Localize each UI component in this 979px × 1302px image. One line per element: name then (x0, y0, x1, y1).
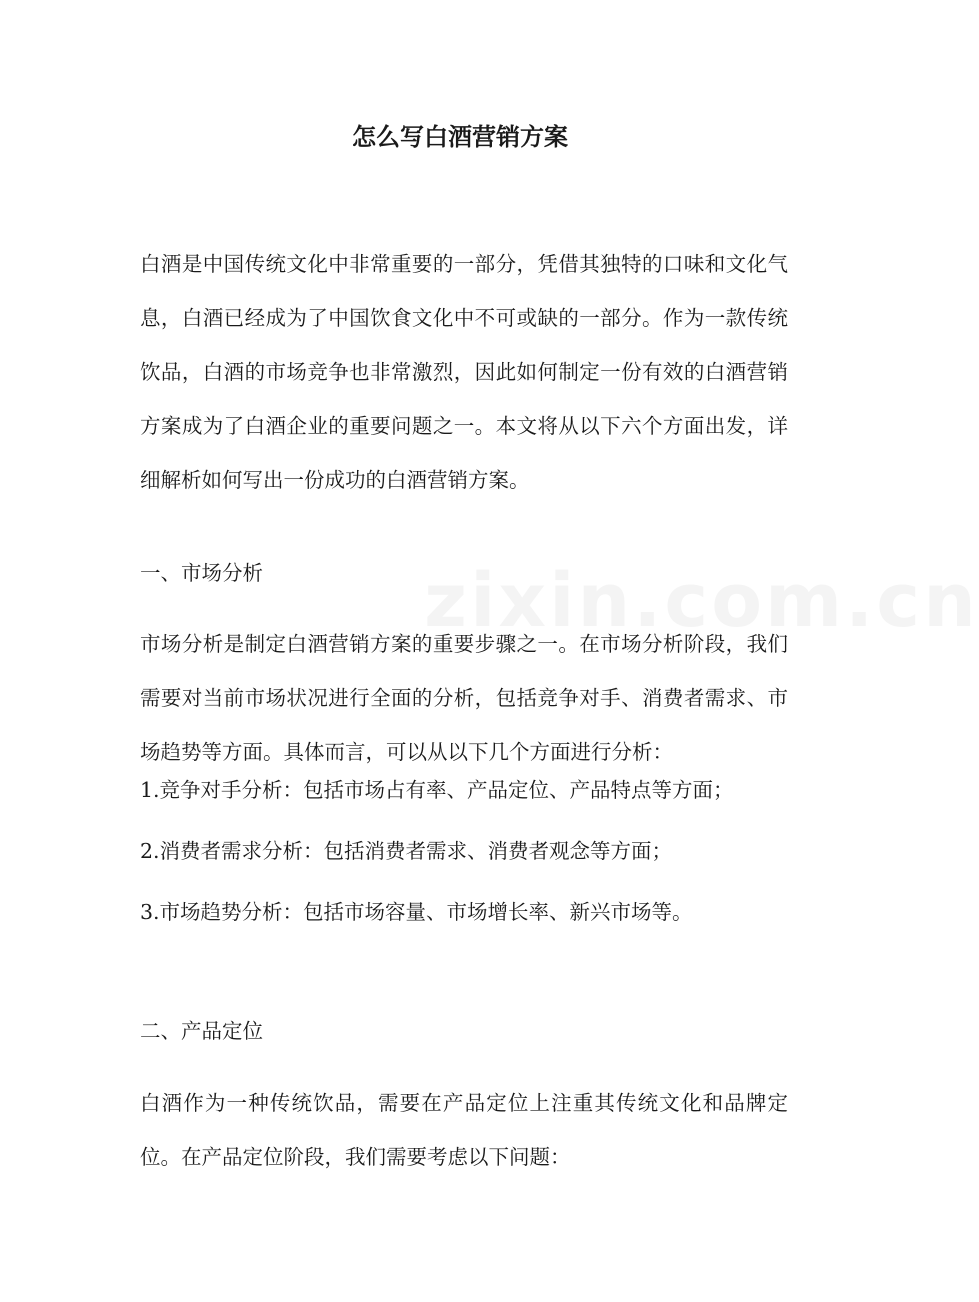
section-paragraph-market-analysis: 市场分析是制定白酒营销方案的重要步骤之一。在市场分析阶段，我们需要对当前市场状况进行全面的分析，包括竞争对手、消费者需求、市场趋势等方面。具体而言，可以从以下几个方面进行分析： (140, 632, 788, 764)
section-heading-market-analysis: 一、市场分析 (140, 561, 263, 585)
watermark: zixin.com.cn (424, 558, 979, 644)
list-item: 1.竞争对手分析：包括市场占有率、产品定位、产品特点等方面； (140, 778, 734, 802)
list-item: 2.消费者需求分析：包括消费者需求、消费者观念等方面； (140, 839, 673, 863)
section-heading-product-positioning: 二、产品定位 (140, 1019, 263, 1043)
section-paragraph-product-positioning: 白酒作为一种传统饮品，需要在产品定位上注重其传统文化和品牌定位。在产品定位阶段，我们需要考虑以下问题： (140, 1091, 788, 1169)
intro-paragraph: 白酒是中国传统文化中非常重要的一部分，凭借其独特的口味和文化气息，白酒已经成为了中国饮食文化中不可或缺的一部分。作为一款传统饮品，白酒的市场竞争也非常激烈，因此如何制定一份有效的白酒营销方案成为了白酒企业的重要问题之一。本文将从以下六个方面出发，详细解析如何写出一份成功的白酒营销方案。 (140, 252, 788, 492)
document-title: 怎么写白酒营销方案 (352, 122, 568, 151)
list-item: 3.市场趋势分析：包括市场容量、市场增长率、新兴市场等。 (140, 900, 693, 924)
